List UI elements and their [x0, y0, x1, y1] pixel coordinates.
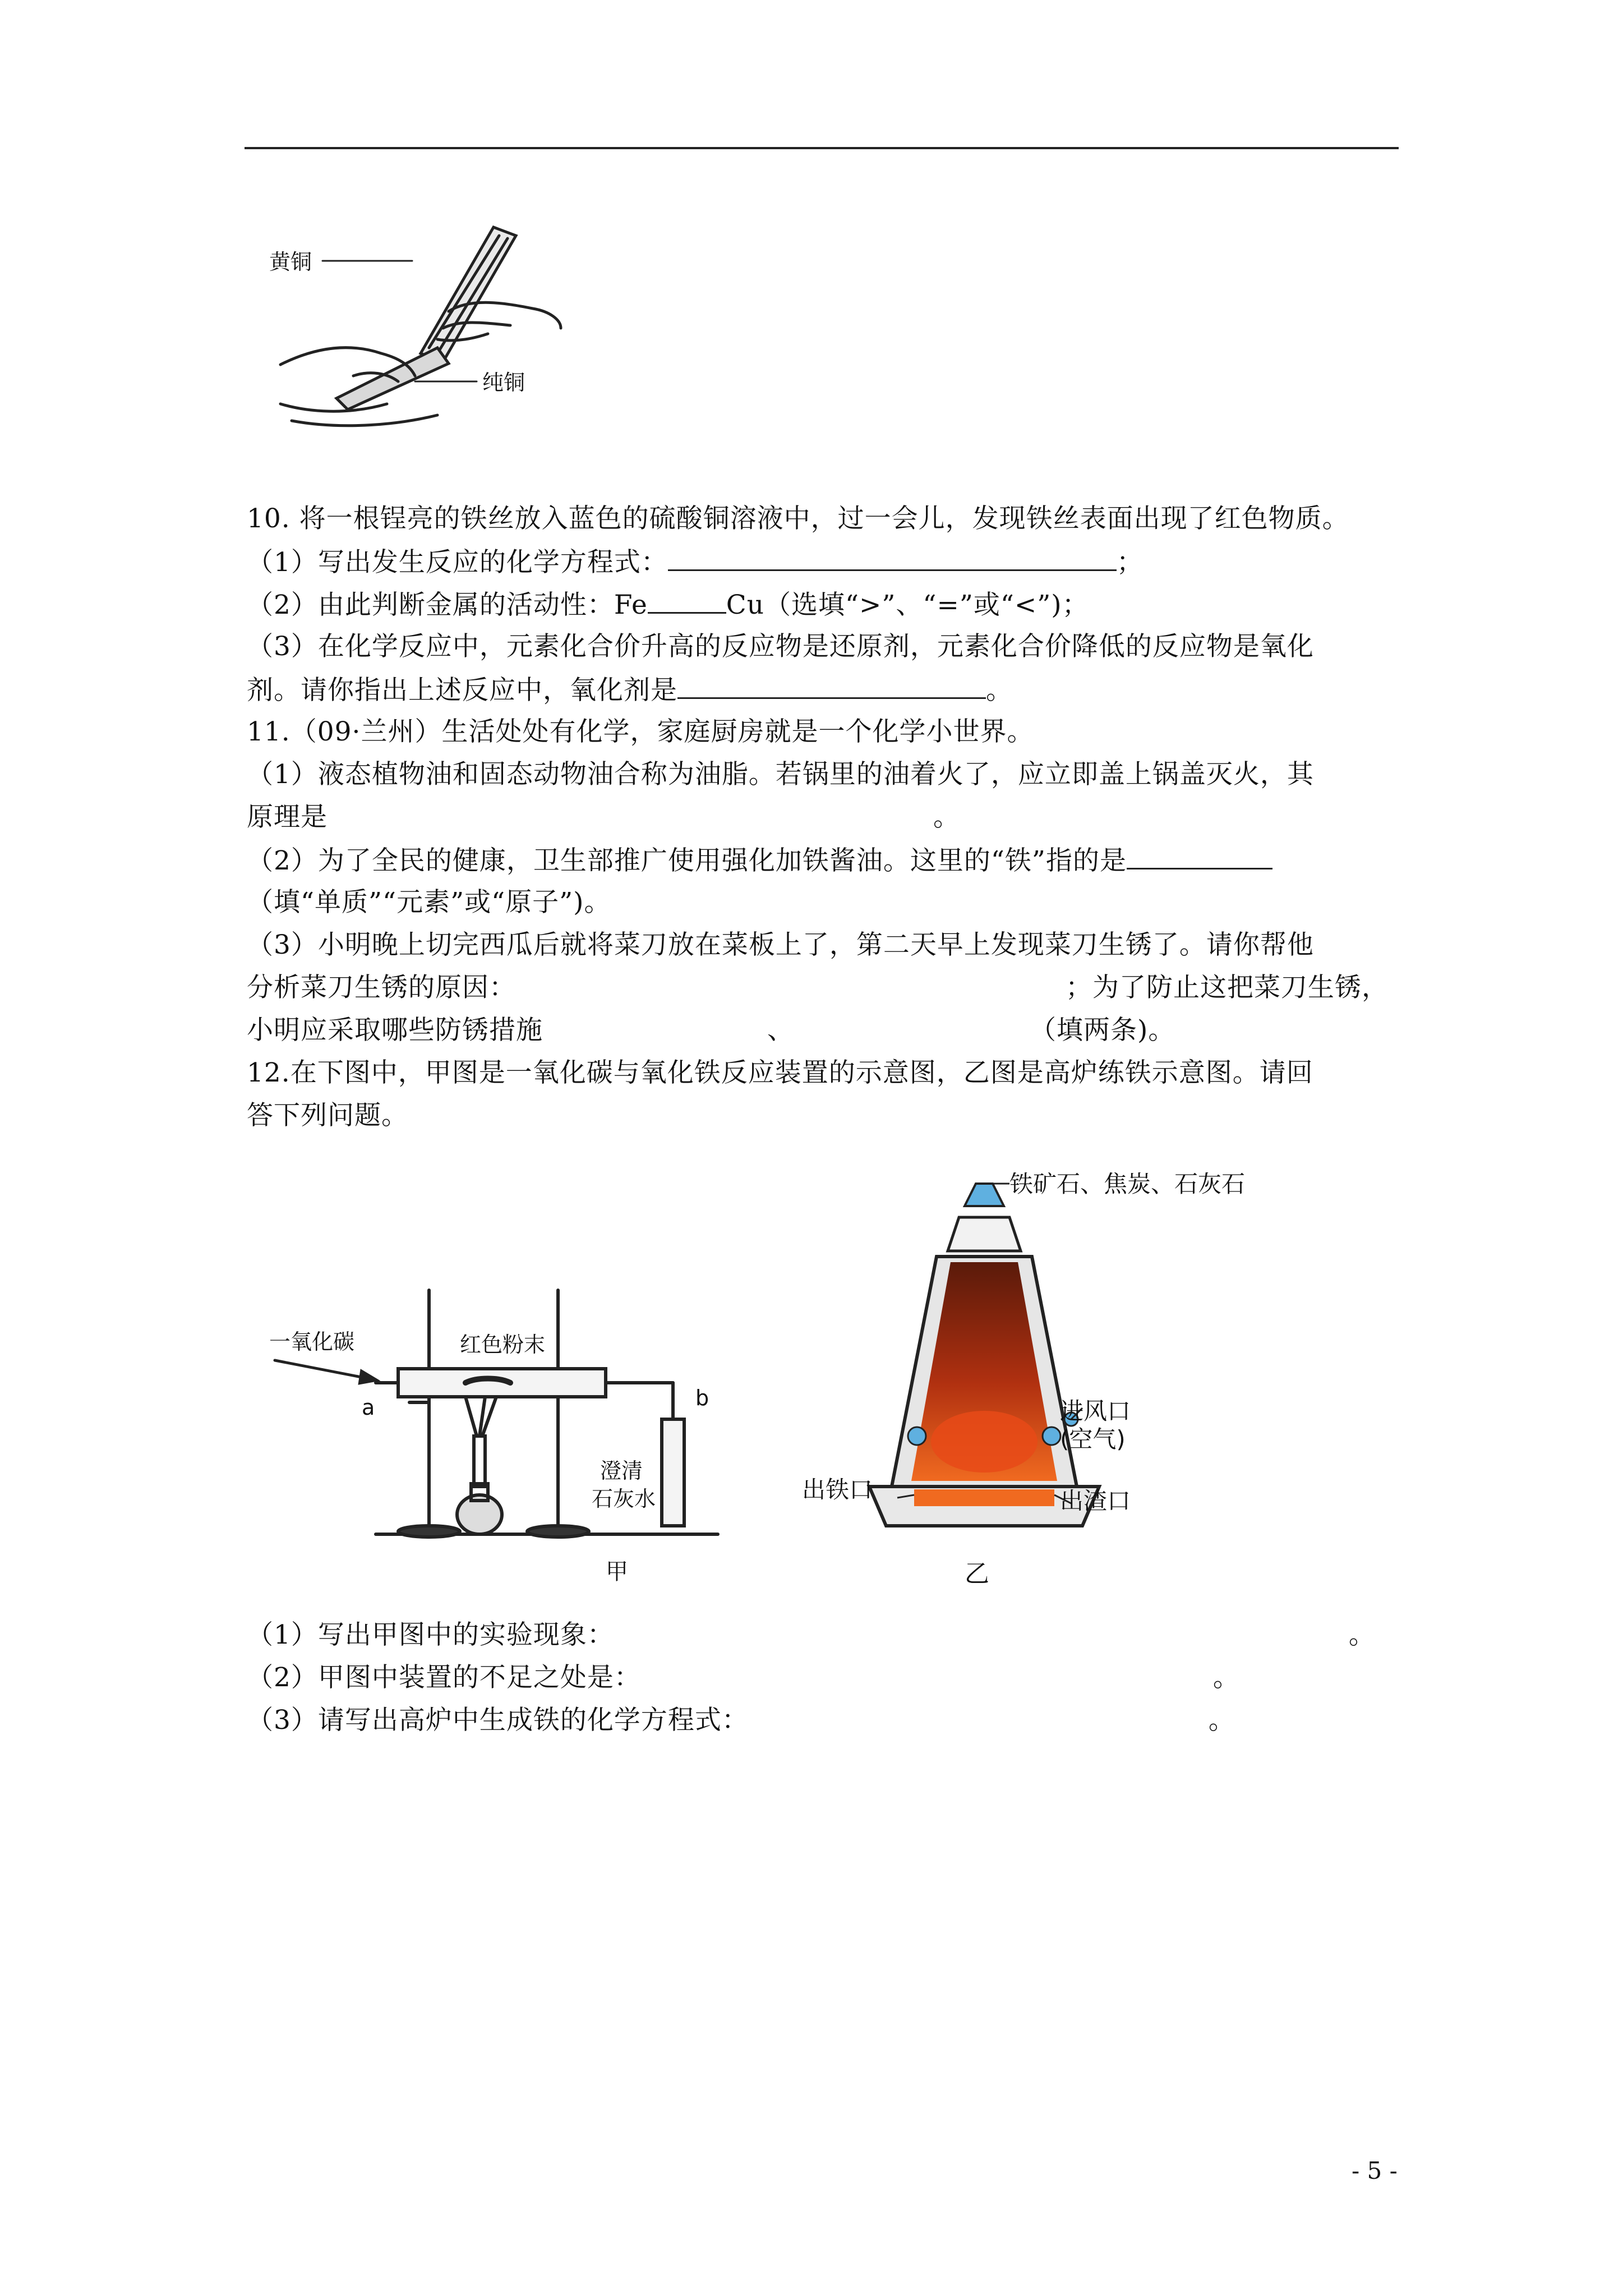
brass-copper-figure: [269, 213, 583, 432]
q12-part1: （1）写出甲图中的实验现象： 。: [247, 1619, 1376, 1650]
q11-part1-line2: 原理是 。: [247, 802, 960, 832]
label-air-inlet: 进风口: [1060, 1397, 1131, 1425]
caption-jia: 甲: [606, 1559, 628, 1585]
label-copper: 纯铜: [482, 370, 525, 395]
label-co: 一氧化碳: [269, 1329, 355, 1354]
q12-part2: （2）甲图中装置的不足之处是： 。: [247, 1662, 1240, 1693]
label-brass: 黄铜: [269, 250, 312, 274]
q10-part3-line2: 剂。请你指出上述反应中，氧化剂是 。: [247, 673, 1013, 707]
q10-part3-line1: （3）在化学反应中，元素化合价升高的反应物是还原剂，元素化合价降低的反应物是氧化: [247, 631, 1314, 662]
q12-part3: （3）请写出高炉中生成铁的化学方程式： 。: [247, 1705, 1235, 1736]
label-a: a: [362, 1395, 375, 1420]
label-red-powder: 红色粉末: [460, 1332, 546, 1357]
label-ore-coke-limestone: 铁矿石、焦炭、石灰石: [1009, 1172, 1246, 1198]
q11-part1-line1: （1）液态植物油和固态动物油合称为油脂。若锅里的油着火了，应立即盖上锅盖灭火，其: [247, 759, 1314, 790]
q11-part3-line2: 分析菜刀生锈的原因： ；为了防止这把菜刀生锈，: [247, 972, 1389, 1003]
blast-furnace-figure: [780, 1172, 1267, 1593]
q10-part2: （2）由此判断金属的活动性：Fe Cu（选填“>”、“=”或“<”)；: [247, 587, 1089, 622]
q12-stem-line2: 答下列问题。: [247, 1100, 408, 1131]
q10-answer-blank-1[interactable]: [668, 545, 1117, 571]
header-rule: [245, 147, 1399, 149]
label-air: (空气): [1060, 1425, 1126, 1453]
q11-part2-line1: （2）为了全民的健康，卫生部推广使用强化加铁酱油。这里的“铁”指的是: [247, 843, 1272, 878]
label-b: b: [695, 1386, 709, 1410]
co-reduction-apparatus-figure: [264, 1268, 735, 1593]
q10-stem: 10. 将一根锃亮的铁丝放入蓝色的硫酸铜溶液中，过一会儿，发现铁丝表面出现了红色物质。: [247, 503, 1349, 534]
q10-answer-blank-3[interactable]: [677, 673, 986, 699]
label-lime-2: 石灰水: [592, 1487, 656, 1511]
q11-answer-blank-2[interactable]: [1127, 843, 1272, 869]
caption-yi: 乙: [965, 1559, 989, 1588]
page-number: - 5 -: [1352, 2157, 1398, 2184]
q12-stem-line1: 12.在下图中，甲图是一氧化碳与氧化铁反应装置的示意图，乙图是高炉练铁示意图。请回: [247, 1057, 1313, 1088]
label-slag-outlet: 出渣口: [1060, 1487, 1131, 1515]
q11-part3-line1: （3）小明晚上切完西瓜后就将菜刀放在菜板上了，第二天早上发现菜刀生锈了。请你帮他: [247, 930, 1314, 960]
q10-part1: （1）写出发生反应的化学方程式： ；: [247, 545, 1144, 579]
q11-part2-line2: （填“单质”“元素”或“原子”)。: [247, 887, 611, 918]
q10-answer-blank-2[interactable]: [648, 587, 726, 614]
q11-stem: 11.（09·兰州）生活处处有化学，家庭厨房就是一个化学小世界。: [247, 716, 1034, 747]
label-iron-outlet: 出铁口: [802, 1476, 873, 1503]
q11-part3-line3: 小明应采取哪些防锈措施 、 （填两条)。: [247, 1015, 1175, 1046]
label-lime-1: 澄清: [600, 1458, 643, 1483]
